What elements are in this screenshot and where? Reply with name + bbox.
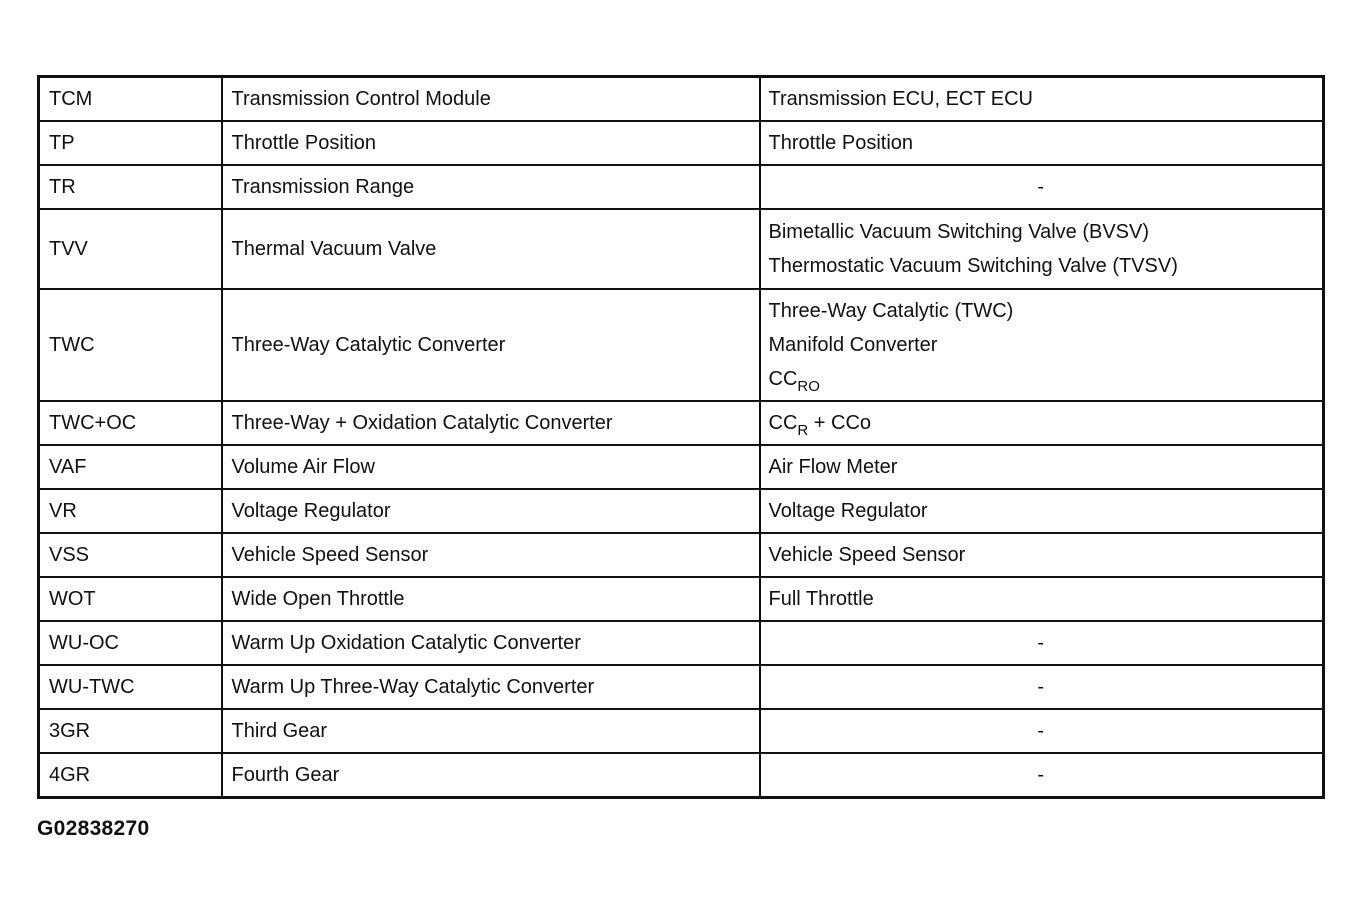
equivalent-line: Bimetallic Vacuum Switching Valve (BVSV) <box>768 221 1150 243</box>
table-row <box>39 621 1324 665</box>
term-cell: Three-Way Catalytic Converter <box>222 289 760 401</box>
term-cell: Warm Up Three-Way Catalytic Converter <box>222 665 760 709</box>
equivalent-cell: - <box>760 753 1324 798</box>
table-row <box>39 709 1324 753</box>
equivalent-cell: - <box>760 621 1324 665</box>
equivalent-line: Three-Way Catalytic (TWC) <box>768 300 1014 322</box>
abbreviation-cell: TCM <box>39 77 222 122</box>
equivalent-cell <box>760 289 1324 401</box>
table-row <box>39 401 1324 445</box>
term-cell: Voltage Regulator <box>222 489 760 533</box>
equivalent-rest-text: + CCo <box>808 412 872 434</box>
term-cell: Throttle Position <box>222 121 760 165</box>
table-row <box>39 77 1324 122</box>
abbreviation-cell: 4GR <box>39 753 222 798</box>
term-cell: Three-Way + Oxidation Catalytic Converter <box>222 401 760 445</box>
equivalent-cell: Air Flow Meter <box>760 445 1324 489</box>
equivalent-cell: Throttle Position <box>760 121 1324 165</box>
term-cell: Third Gear <box>222 709 760 753</box>
figure-id: G02838270 <box>37 817 150 840</box>
abbreviation-cell: VSS <box>39 533 222 577</box>
table-row <box>39 289 1324 401</box>
table-row <box>39 577 1324 621</box>
term-cell: Vehicle Speed Sensor <box>222 533 760 577</box>
abbreviation-cell: 3GR <box>39 709 222 753</box>
abbreviation-table <box>37 75 1325 799</box>
table-row <box>39 533 1324 577</box>
abbreviation-cell: TR <box>39 165 222 209</box>
equivalent-subscript: R <box>797 422 809 439</box>
equivalent-base-text: CC <box>768 368 798 390</box>
equivalent-cell: Transmission ECU, ECT ECU <box>760 77 1324 122</box>
term-cell: Wide Open Throttle <box>222 577 760 621</box>
abbreviation-cell: WOT <box>39 577 222 621</box>
equivalent-cell: Vehicle Speed Sensor <box>760 533 1324 577</box>
abbreviation-cell: WU-OC <box>39 621 222 665</box>
table-row <box>39 165 1324 209</box>
abbreviation-cell: TP <box>39 121 222 165</box>
abbreviation-cell: TWC+OC <box>39 401 222 445</box>
abbreviation-cell: TWC <box>39 289 222 401</box>
term-cell: Fourth Gear <box>222 753 760 798</box>
equivalent-cell <box>760 401 1324 445</box>
term-cell: Transmission Range <box>222 165 760 209</box>
equivalent-line <box>769 362 1314 396</box>
table-row <box>39 489 1324 533</box>
table-row <box>39 445 1324 489</box>
table-row <box>39 665 1324 709</box>
equivalent-line: Manifold Converter <box>768 334 938 356</box>
equivalent-cell: - <box>760 165 1324 209</box>
abbreviation-cell: VAF <box>39 445 222 489</box>
table-row <box>39 209 1324 289</box>
equivalent-base-text: CC <box>768 412 798 434</box>
equivalent-cell <box>760 209 1324 289</box>
term-cell: Warm Up Oxidation Catalytic Converter <box>222 621 760 665</box>
table-row <box>39 121 1324 165</box>
term-cell: Volume Air Flow <box>222 445 760 489</box>
equivalent-line: Thermostatic Vacuum Switching Valve (TVSV) <box>768 255 1178 277</box>
abbreviation-cell: VR <box>39 489 222 533</box>
equivalent-subscript: RO <box>797 378 820 395</box>
abbreviation-cell: TVV <box>39 209 222 289</box>
equivalent-cell: - <box>760 665 1324 709</box>
equivalent-cell: Full Throttle <box>760 577 1324 621</box>
term-cell: Thermal Vacuum Valve <box>222 209 760 289</box>
table-row <box>39 753 1324 798</box>
abbreviation-cell: WU-TWC <box>39 665 222 709</box>
equivalent-cell: Voltage Regulator <box>760 489 1324 533</box>
term-cell: Transmission Control Module <box>222 77 760 122</box>
equivalent-cell: - <box>760 709 1324 753</box>
